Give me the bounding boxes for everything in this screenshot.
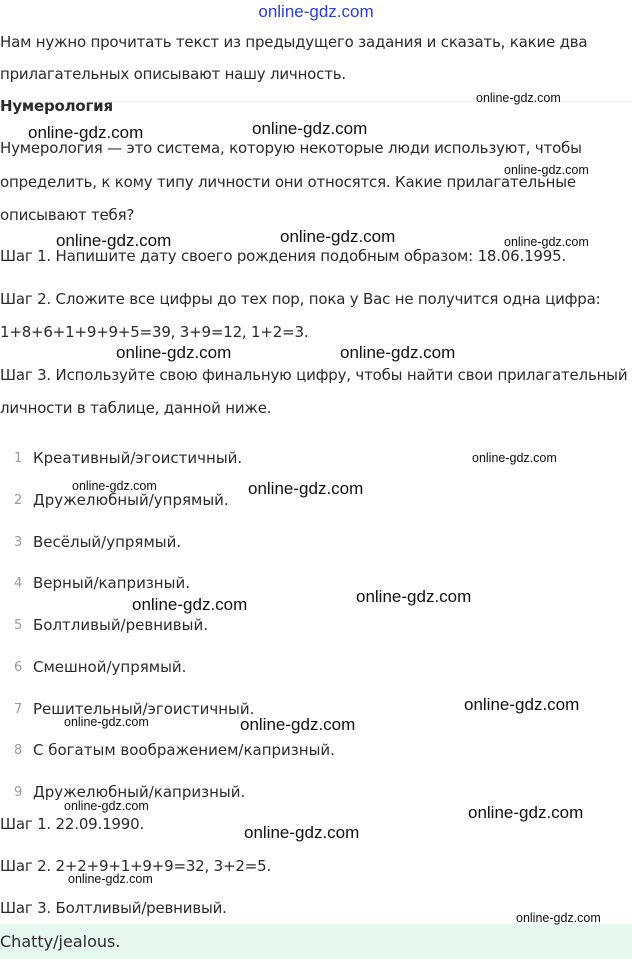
- step-3: Шаг 3. Используйте свою финальную цифру, чтобы найти свои прилагательный: [0, 366, 628, 384]
- list-number: 2: [14, 493, 23, 508]
- watermark: online-gdz.com: [280, 227, 396, 246]
- list-number: 5: [14, 618, 23, 633]
- watermark: online-gdz.com: [504, 163, 589, 177]
- watermark: online-gdz.com: [244, 823, 360, 842]
- paragraph-line-1: Нумерология — это система, которую некоторые люди используют, чтобы: [0, 139, 582, 157]
- paragraph-line-2: определить, к кому типу личности они относятся. Какие прилагательные: [0, 173, 576, 191]
- list-text: С богатым воображением/капризный.: [33, 741, 335, 759]
- watermark: online-gdz.com: [56, 231, 172, 250]
- list-number: 9: [14, 785, 23, 800]
- list-text: Дружелюбный/капризный.: [33, 783, 246, 801]
- watermark: online-gdz.com: [116, 343, 232, 362]
- list-text: Верный/капризный.: [33, 574, 190, 592]
- section-heading: Нумерология: [0, 97, 113, 115]
- solution-step-1: Шаг 1. 22.09.1990.: [0, 815, 145, 833]
- list-text: Решительный/эгоистичный.: [33, 700, 255, 718]
- list-number: 1: [14, 451, 23, 466]
- watermark: online-gdz.com: [464, 695, 580, 714]
- step-3-cont: личности в таблице, данной ниже.: [0, 399, 272, 417]
- list-text: Смешной/упрямый.: [33, 658, 187, 676]
- watermark: online-gdz.com: [504, 235, 589, 249]
- step-2: Шаг 2. Сложите все цифры до тех пор, пока у Вас не получится одна цифра:: [0, 290, 601, 308]
- list-text: Креативный/эгоистичный.: [33, 449, 243, 467]
- watermark: online-gdz.com: [240, 715, 356, 734]
- watermark: online-gdz.com: [132, 595, 248, 614]
- watermark: online-gdz.com: [252, 119, 368, 138]
- list-number: 7: [14, 702, 23, 717]
- watermark: online-gdz.com: [64, 715, 149, 729]
- watermark: online-gdz.com: [472, 451, 557, 465]
- watermark: online-gdz.com: [516, 911, 601, 925]
- list-number: 3: [14, 535, 23, 550]
- list-text: Дружелюбный/упрямый.: [33, 491, 229, 509]
- list-number: 8: [14, 743, 23, 758]
- watermark: online-gdz.com: [468, 803, 584, 822]
- list-number: 6: [14, 660, 23, 675]
- watermark: online-gdz.com: [340, 343, 456, 362]
- list-text: Болтливый/ревнивый.: [33, 616, 208, 634]
- watermark: online-gdz.com: [476, 91, 561, 105]
- answer-text: Chatty/jealous.: [0, 932, 121, 951]
- paragraph-line-3: описывают тебя?: [0, 206, 135, 224]
- watermark: online-gdz.com: [248, 479, 364, 498]
- header-watermark: online-gdz.com: [258, 2, 374, 21]
- watermark: online-gdz.com: [72, 479, 157, 493]
- step-1: Шаг 1. Напишите дату своего рождения подобным образом: 18.06.1995.: [0, 247, 567, 265]
- solution-step-2: Шаг 2. 2+2+9+1+9+9=32, 3+2=5.: [0, 857, 271, 875]
- list-text: Весёлый/упрямый.: [33, 533, 182, 551]
- watermark: online-gdz.com: [64, 799, 149, 813]
- list-number: 4: [14, 576, 23, 591]
- watermark: online-gdz.com: [356, 587, 472, 606]
- intro-line-2: прилагательных описывают нашу личность.: [0, 65, 346, 83]
- watermark: online-gdz.com: [68, 872, 153, 886]
- solution-step-3: Шаг 3. Болтливый/ревнивый.: [0, 899, 227, 917]
- watermark: online-gdz.com: [28, 123, 144, 142]
- intro-line-1: Нам нужно прочитать текст из предыдущего задания и сказать, какие два: [0, 33, 588, 51]
- step-2-calc: 1+8+6+1+9+9+5=39, 3+9=12, 1+2=3.: [0, 323, 309, 341]
